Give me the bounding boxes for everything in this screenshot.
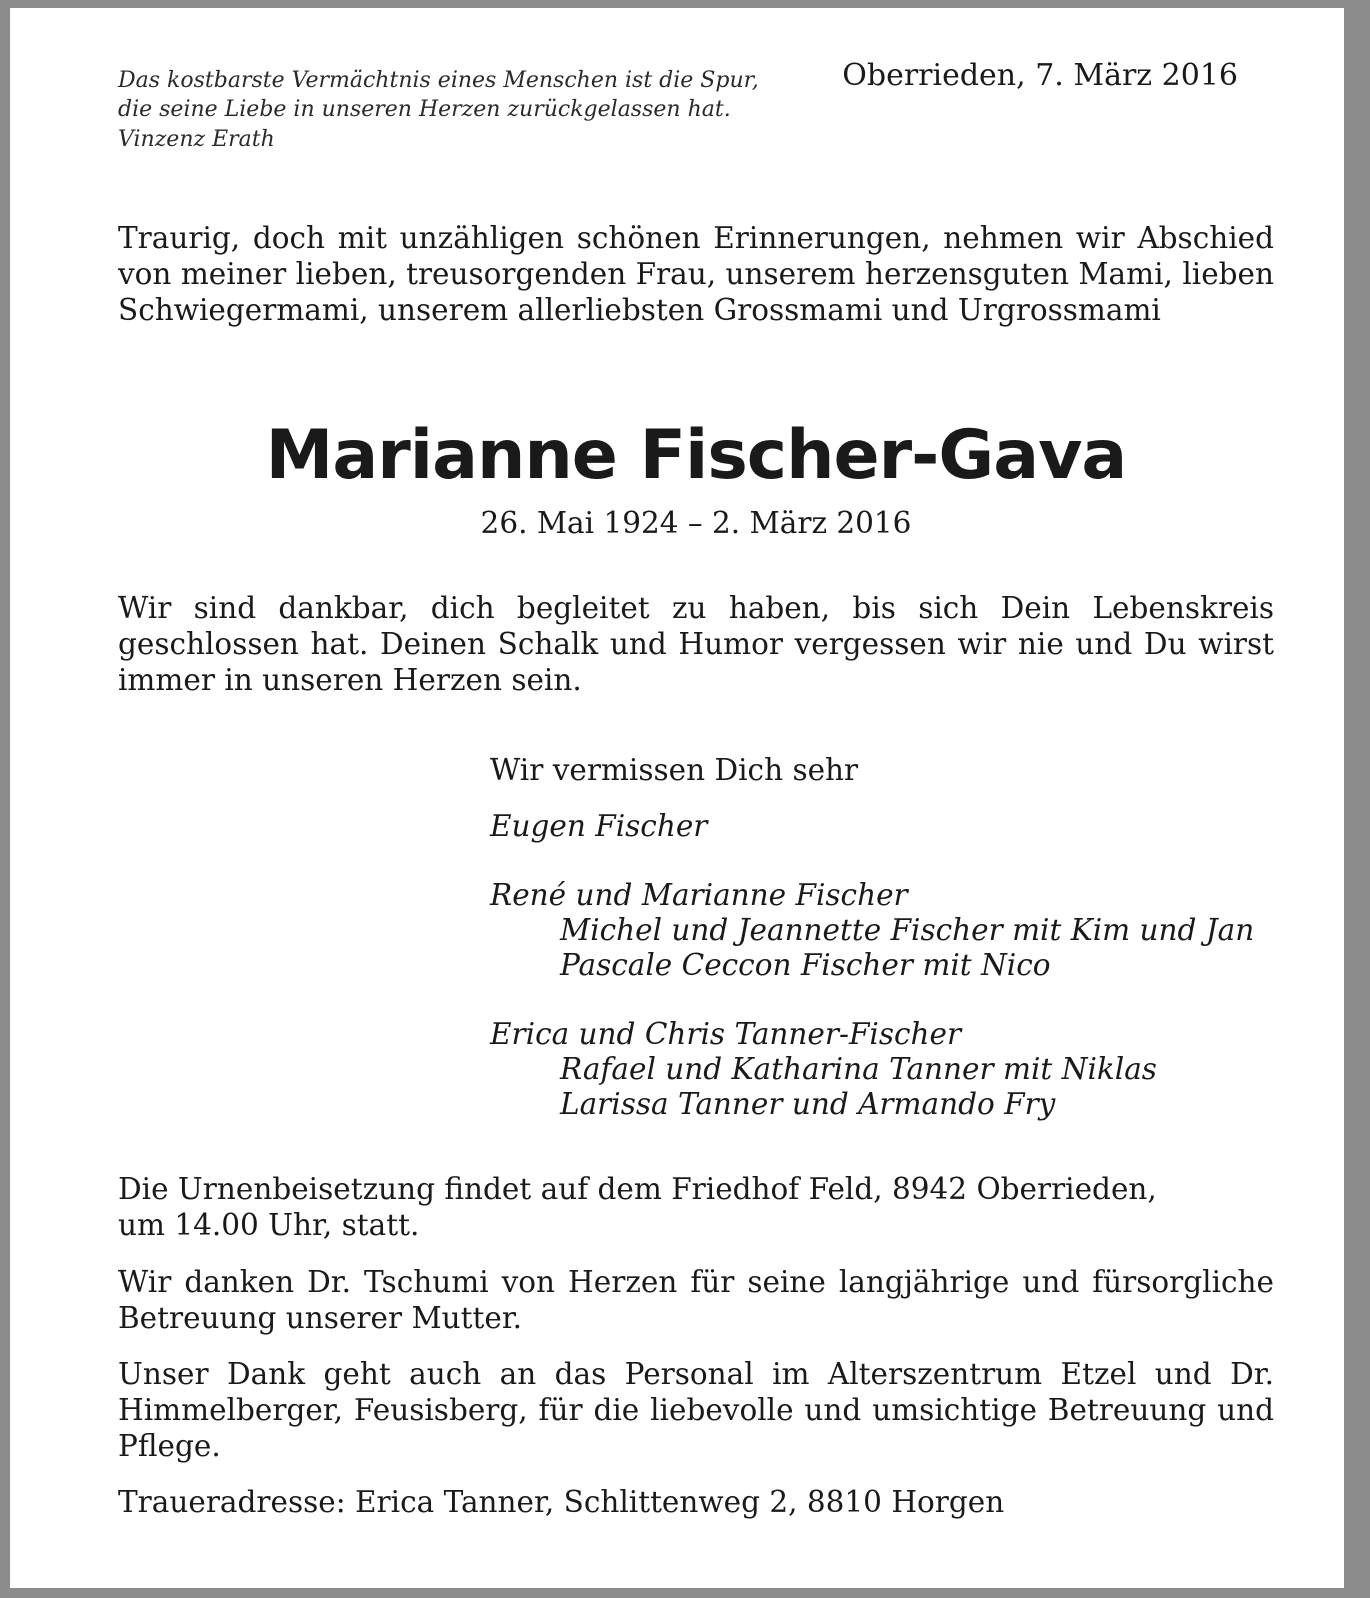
- intro-paragraph: Traurig, doch mit unzähligen schönen Erinnerungen, nehmen wir Abschied von meiner lieben, treusorgenden Frau, unserem herzensguten Mami, lieben Schwiegermami, unserem allerliebsten Grossmami und Urgrossmami: [118, 221, 1274, 327]
- signature-family-member: Larissa Tanner und Armando Fry: [560, 1087, 1056, 1121]
- burial-line: Die Urnenbeisetzung findet auf dem Friedhof Feld, 8942 Oberrieden,: [118, 1172, 1157, 1206]
- motto-line: die seine Liebe in unseren Herzen zurückgelassen hat.: [118, 97, 731, 122]
- mourning-address: Traueradresse: Erica Tanner, Schlittenweg 2, 8810 Horgen: [118, 1485, 1005, 1519]
- signature-family-member: Rafael und Katharina Tanner mit Niklas: [560, 1052, 1157, 1086]
- deceased-name: Marianne Fischer-Gava: [265, 416, 1127, 495]
- signature-family-head: René und Marianne Fischer: [490, 878, 908, 912]
- motto-quote: [118, 66, 808, 124]
- place-date: Oberrieden, 7. März 2016: [842, 58, 1238, 93]
- gratitude-paragraph: Wir sind dankbar, dich begleitet zu haben, bis sich Dein Lebenskreis geschlossen hat. Deinen Schalk und Humor vergessen wir nie und Du wirst immer in unseren Herzen sein.: [118, 591, 1274, 697]
- signature-family-member: Pascale Ceccon Fischer mit Nico: [560, 948, 1051, 982]
- thanks-doctor-paragraph: Wir danken Dr. Tschumi von Herzen für seine langjährige und fürsorgliche Betreuung unserer Mutter.: [118, 1265, 1274, 1335]
- closing-line: Wir vermissen Dich sehr: [490, 753, 859, 787]
- signature-spouse: Eugen Fischer: [490, 809, 708, 843]
- signature-family-head: Erica und Chris Tanner-Fischer: [490, 1017, 962, 1051]
- signature-family-member: Michel und Jeannette Fischer mit Kim und Jan: [560, 913, 1255, 947]
- motto-author: Vinzenz Erath: [118, 127, 275, 152]
- burial-line: um 14.00 Uhr, statt.: [118, 1208, 420, 1242]
- burial-paragraph: [118, 1171, 1274, 1243]
- motto-line: Das kostbarste Vermächtnis eines Menschen ist die Spur,: [118, 68, 759, 93]
- deceased-dates: 26. Mai 1924 – 2. März 2016: [480, 506, 912, 540]
- thanks-staff-paragraph: Unser Dank geht auch an das Personal im Alterszentrum Etzel und Dr. Himmelberger, Feusisberg, für die liebevolle und umsichtige Betreuung und Pflege.: [118, 1357, 1274, 1463]
